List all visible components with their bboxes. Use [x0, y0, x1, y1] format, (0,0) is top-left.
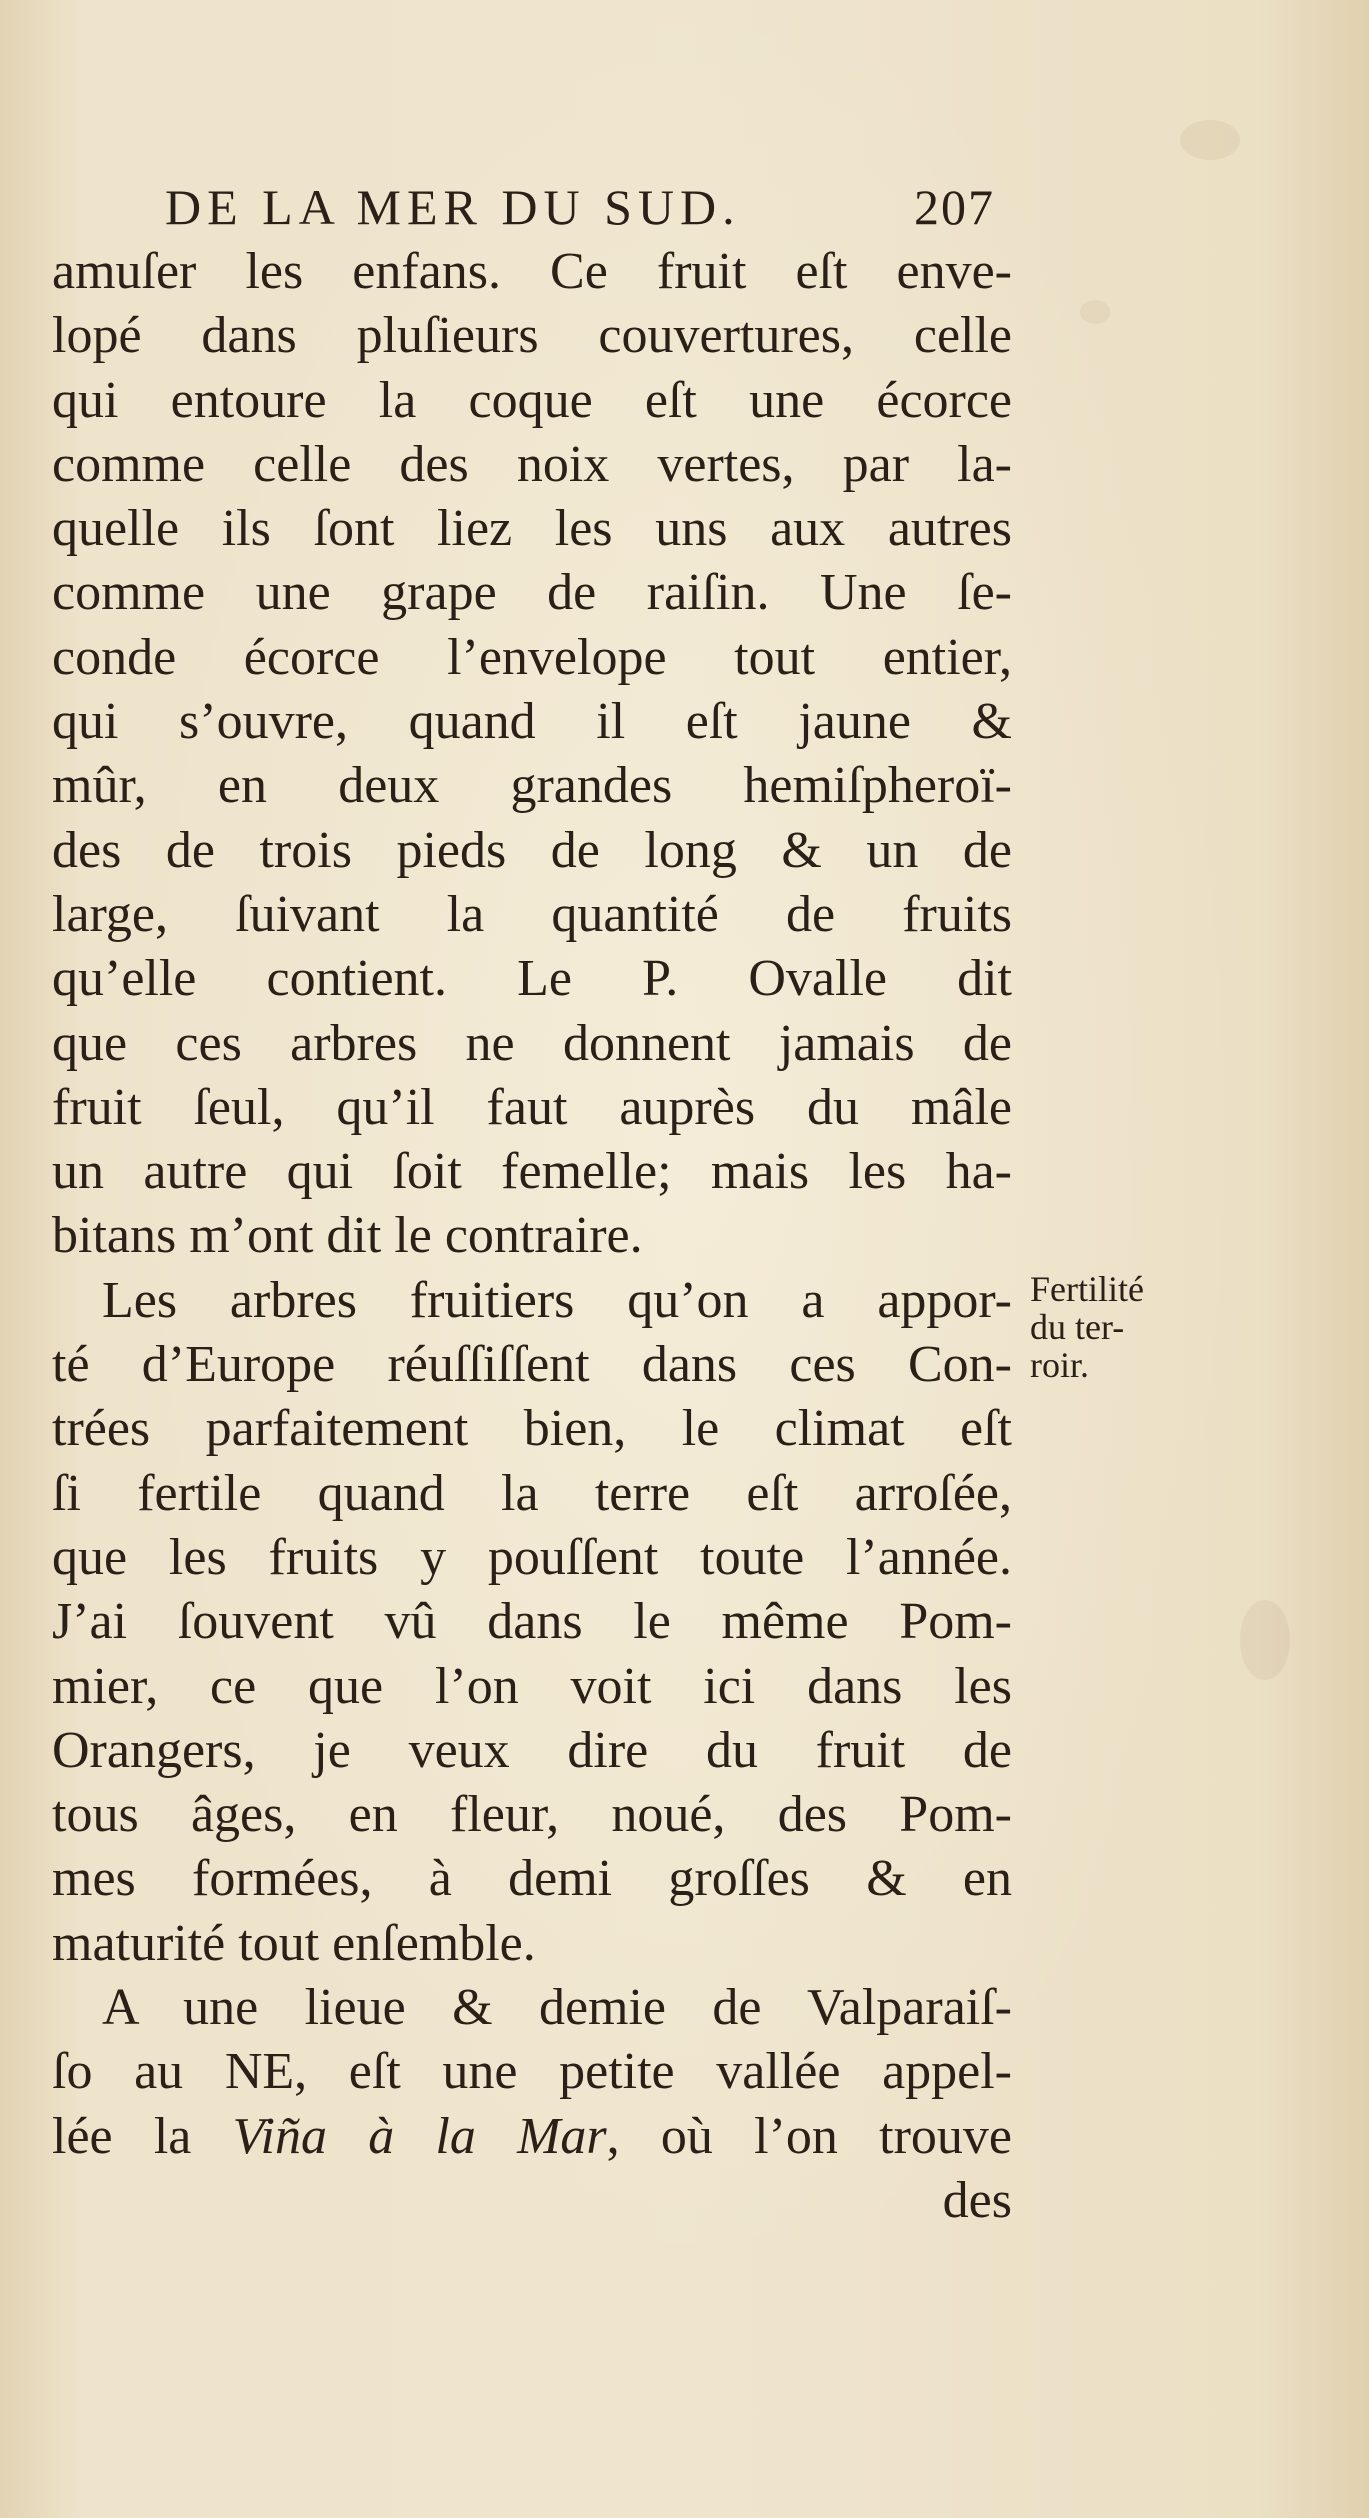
text-line: comme une grape de raiſin. Une ſe- [52, 564, 1012, 622]
italic-place-name: Viña à la Mar [232, 2107, 607, 2165]
catchword: des [942, 2171, 1012, 2229]
paragraph-start-line: Les arbres fruitiers qu’on a appor- [102, 1271, 1012, 1329]
text-line: comme celle des noix vertes, par la- [52, 435, 1012, 493]
text-line: conde écorce l’envelope tout entier, [52, 628, 1012, 686]
paragraph-end-line: bitans m’ont dit le contraire. [52, 1207, 643, 1265]
text-line: trées parfaitement bien, le climat eſt [52, 1400, 1012, 1458]
text-line: amuſer les enfans. Ce fruit eſt enve- [52, 243, 1012, 300]
margin-note-line: du ter- [1030, 1307, 1125, 1347]
text-line: que les fruits y pouſſent toute l’année. [52, 1528, 1012, 1586]
page-number: 207 [914, 179, 995, 235]
text-line: qui entoure la coque eſt une écorce [52, 371, 1012, 429]
text-line: large, ſuivant la quantité de fruits [52, 885, 1012, 943]
paper-stain [1080, 300, 1110, 324]
text-line: ſi fertile quand la terre eſt arroſée, [52, 1464, 1012, 1522]
text-line: lopé dans pluſieurs couvertures, celle [52, 307, 1012, 365]
paragraph-start-line: A une lieue & demie de Valparaiſ- [102, 1979, 1012, 2037]
text-line: quelle ils ſont liez les uns aux autres [52, 500, 1012, 558]
text-line: ſo au NE, eſt une petite vallée appel- [52, 2043, 1012, 2101]
text-line: qui s’ouvre, quand il eſt jaune & [52, 693, 1012, 751]
text-line: tous âges, en fleur, noué, des Pom- [52, 1786, 1012, 1844]
text-line: mûr, en deux grandes hemiſpheroï- [52, 757, 1012, 815]
text-line: Orangers, je veux dire du fruit de [52, 1721, 1012, 1779]
text-line: mes formées, à demi groſſes & en [52, 1850, 1012, 1908]
text-fragment: , où l’on trouve [606, 2107, 1012, 2165]
text-line: fruit ſeul, qu’il faut auprès du mâle [52, 1078, 1012, 1136]
paragraph-end-line: maturité tout enſemble. [52, 1914, 536, 1972]
text-line: té d’Europe réuſſiſſent dans ces Con- [52, 1336, 1012, 1394]
margin-note-line: Fertilité [1030, 1269, 1144, 1309]
paper-stain [1180, 120, 1240, 160]
margin-note-line: roir. [1030, 1345, 1089, 1385]
text-fragment: lée la [52, 2107, 233, 2165]
paper-stain [1240, 1600, 1290, 1680]
margin-note [1030, 1270, 1170, 1384]
text-line: qu’elle contient. Le P. Ovalle dit [52, 950, 1012, 1008]
running-head [165, 178, 1015, 248]
text-line: J’ai ſouvent vû dans le même Pom- [52, 1593, 1012, 1651]
text-line: des de trois pieds de long & un de [52, 821, 1012, 879]
body-text [52, 240, 1012, 2233]
text-line: que ces arbres ne donnent jamais de [52, 1014, 1012, 1072]
text-line-with-italic [52, 2105, 1012, 2169]
text-line: mier, ce que l’on voit ici dans les [52, 1657, 1012, 1715]
running-head-title: DE LA MER DU SUD. [165, 179, 741, 235]
text-line: un autre qui ſoit femelle; mais les ha- [52, 1143, 1012, 1201]
